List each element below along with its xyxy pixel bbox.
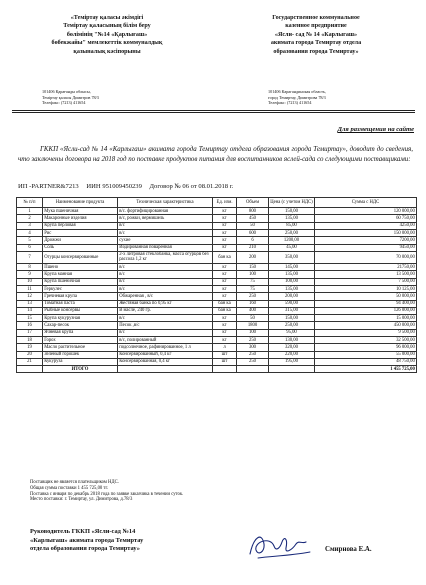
- table-cell: Консервированная, 0,4 кг: [118, 358, 213, 365]
- table-row: [17, 244, 417, 251]
- column-header: № п/п: [17, 198, 43, 208]
- table-cell: 10 125,00: [315, 286, 417, 293]
- table-row: [17, 264, 417, 271]
- table-cell: Рис: [43, 229, 118, 236]
- table-cell: 94 400,00: [315, 300, 417, 307]
- table-cell: в/с: [118, 329, 213, 336]
- goods-table: [16, 197, 417, 373]
- table-cell: кг: [213, 237, 237, 244]
- table-header-row: [17, 198, 417, 208]
- address-line: Телефакс: (7213) 411654: [268, 100, 312, 106]
- table-cell: 300: [237, 344, 269, 351]
- footer-line: Место поставки: г. Темиртау, ул. Димитрова, д.78/3: [30, 497, 133, 503]
- table-row: [17, 286, 417, 293]
- table-cell: 13 500,00: [315, 271, 417, 278]
- signatory-title: отдела образования города Темиртау»: [30, 545, 140, 553]
- total-value: 1 455 725,00: [315, 366, 417, 373]
- table-cell: Зеленый горошек: [43, 351, 118, 358]
- address-line: 101406 Карагандинская область,: [268, 89, 326, 94]
- table-cell: 450 000,00: [315, 322, 417, 329]
- table-cell: 1200,00: [269, 237, 315, 244]
- table-cell: в/с, полированный: [118, 336, 213, 343]
- contract-number: Договор № 06 от 08.01.2018 г.: [149, 183, 234, 190]
- table-cell: кг: [213, 244, 237, 251]
- table-row: [17, 208, 417, 215]
- table-cell: бан ка: [213, 300, 237, 307]
- table-cell: 15: [17, 315, 43, 322]
- address-line: 101406 Қарағанды облысы,: [42, 89, 91, 94]
- table-cell: 9: [17, 271, 43, 278]
- header-right: [216, 14, 416, 56]
- table-cell: кг: [213, 264, 237, 271]
- table-cell: кг: [213, 286, 237, 293]
- table-cell: 450: [237, 215, 269, 222]
- table-cell: Крупа пшеничная: [43, 278, 118, 285]
- table-cell: кг: [213, 329, 237, 336]
- table-cell: кг: [213, 222, 237, 229]
- table-cell: кг: [213, 208, 237, 215]
- table-cell: кг: [213, 278, 237, 285]
- column-header: Наименование продукта: [43, 198, 118, 208]
- table-cell: Крупа перловая: [43, 222, 118, 229]
- table-cell: 800: [237, 208, 269, 215]
- supplier-name: ИП -PARTNER&7213: [18, 183, 79, 190]
- table-cell: в/с: [118, 278, 213, 285]
- table-cell: Макаронные изделия: [43, 215, 118, 222]
- table-cell: Ячневая крупа: [43, 329, 118, 336]
- table-cell: в/с: [118, 229, 213, 236]
- table-cell: 18: [17, 336, 43, 343]
- table-cell: 1800: [237, 322, 269, 329]
- column-header: Цена (с учетом НДС): [269, 198, 315, 208]
- table-cell: 70 000,00: [315, 251, 417, 263]
- table-cell: 6: [17, 244, 43, 251]
- table-cell: 100: [237, 329, 269, 336]
- table-cell: 32 500,00: [315, 336, 417, 343]
- table-row: [17, 307, 417, 314]
- table-cell: 55 000,00: [315, 351, 417, 358]
- table-cell: 400: [237, 307, 269, 314]
- table-cell: Пшено: [43, 264, 118, 271]
- table-cell: шт: [213, 358, 237, 365]
- table-row: [17, 293, 417, 300]
- header-right-line: казенное предприятие: [285, 23, 347, 30]
- table-cell: 320,00: [269, 344, 315, 351]
- table-cell: 50 000,00: [315, 293, 417, 300]
- table-cell: 19: [17, 344, 43, 351]
- table-cell: 120 000,00: [315, 208, 417, 215]
- header-right-line: акимата города Темиртау отдела: [270, 40, 362, 47]
- header-left-line: Теміртау қаласының білім беру: [63, 23, 151, 30]
- table-cell: Дрожжи: [43, 237, 118, 244]
- table-cell: Крупа манная: [43, 271, 118, 278]
- table-cell: 150 000,00: [315, 229, 417, 236]
- header-left: [12, 14, 202, 56]
- handwritten-signature: [244, 526, 316, 566]
- supplier-bin: ИИН 951009450239: [86, 183, 142, 190]
- header-right-line: образования города Темиртау»: [273, 48, 359, 55]
- table-cell: Рыбные консервы: [43, 307, 118, 314]
- total-row: [17, 366, 417, 373]
- table-cell: Горох: [43, 336, 118, 343]
- table-cell: кг: [213, 271, 237, 278]
- table-row: [17, 351, 417, 358]
- table-cell: 10: [17, 278, 43, 285]
- header-right-line: Государственное коммунальное: [272, 15, 360, 21]
- table-cell: 250: [237, 336, 269, 343]
- table-cell: в/с. фортифицированная: [118, 208, 213, 215]
- table-cell: 14: [17, 307, 43, 314]
- table-cell: 250: [237, 293, 269, 300]
- table-cell: 16: [17, 322, 43, 329]
- table-cell: в/с: [118, 315, 213, 322]
- signature-block: [30, 528, 230, 554]
- table-cell: Гречневая крупа: [43, 293, 118, 300]
- table-cell: 13: [17, 300, 43, 307]
- table-row: [17, 315, 417, 322]
- header-left-line: «Теміртау қаласы әкімдігі: [70, 15, 144, 21]
- address-line: Теміртау қаласы Димитров 78/3: [42, 94, 99, 100]
- header-divider: [12, 110, 415, 111]
- table-cell: 2-х литровая стеклобанка, масса огурцов без рассола 1,2 кг: [118, 251, 213, 263]
- table-cell: 250,00: [269, 229, 315, 236]
- table-row: [17, 336, 417, 343]
- table-cell: в/с: [118, 271, 213, 278]
- table-cell: в/с: [118, 222, 213, 229]
- table-cell: 220,00: [269, 351, 315, 358]
- table-row: [17, 300, 417, 307]
- header-left-line: бөбекжайы" мемлекеттік коммуналдық: [51, 40, 163, 47]
- table-cell: 12: [17, 293, 43, 300]
- header-right-line: «Ясли- сад № 14 «Карлыгаш»: [274, 31, 358, 38]
- table-cell: 21: [17, 358, 43, 365]
- header-left-line: бөлімінің "№14 «Қарлығаш»: [66, 31, 148, 38]
- table-cell: кг: [213, 315, 237, 322]
- footer-line: Поставщик не является плательщиком НДС.: [30, 480, 119, 485]
- table-row: [17, 251, 417, 263]
- supplier-line: [18, 183, 239, 190]
- table-cell: В масле, 240 гр.: [118, 307, 213, 314]
- table-row: [17, 222, 417, 229]
- table-row: [17, 271, 417, 278]
- table-cell: 145,00: [269, 264, 315, 271]
- signatory-title: Руководитель ГККП «Ясли-сад №14: [30, 528, 136, 535]
- table-cell: 250: [237, 358, 269, 365]
- table-cell: в/с, рожки, вермишель: [118, 215, 213, 222]
- table-cell: 150,00: [269, 208, 315, 215]
- table-row: [17, 229, 417, 236]
- address-right: [268, 89, 418, 106]
- table-cell: 135,00: [269, 271, 315, 278]
- table-cell: 75: [237, 286, 269, 293]
- table-cell: Геркулес: [43, 286, 118, 293]
- table-row: [17, 344, 417, 351]
- signatory-title: «Карлыгаш» акимата города Темиртау: [30, 536, 144, 544]
- table-cell: Масло растительное: [43, 344, 118, 351]
- table-cell: бан ка: [213, 307, 237, 314]
- table-cell: Консервированный, 0,4 кг: [118, 351, 213, 358]
- table-cell: кг: [213, 336, 237, 343]
- intro-paragraph: ГККП «Ясли-сад № 14 «Карлыгаш» акимата города Темиртау отдела образования города Темиртау», доводит до сведения, что заключены договора на 2018 год по поставке продуктов питания для воспитанников яслей-сада со следующими поставщиками:: [18, 146, 413, 163]
- signer-name: Смирнова Е.А.: [325, 546, 372, 553]
- table-cell: 48 750,00: [315, 358, 417, 365]
- table-cell: 21750,00: [315, 264, 417, 271]
- table-cell: Иодированная поваренная: [118, 244, 213, 251]
- table-cell: сухие: [118, 237, 213, 244]
- table-cell: 3: [17, 222, 43, 229]
- table-cell: 150,00: [269, 315, 315, 322]
- table-cell: 210: [237, 244, 269, 251]
- table-cell: 160: [237, 300, 269, 307]
- table-cell: кг: [213, 215, 237, 222]
- table-cell: 195,00: [269, 358, 315, 365]
- table-row: [17, 322, 417, 329]
- table-cell: 17: [17, 329, 43, 336]
- address-left: [42, 89, 192, 106]
- table-cell: 8: [17, 264, 43, 271]
- table-row: [17, 329, 417, 336]
- table-cell: 100: [237, 271, 269, 278]
- column-header: Сумма с НДС: [315, 198, 417, 208]
- footer-line: Общая сумма поставки 1 455 725,00 тг.: [30, 485, 109, 491]
- table-cell: 20: [17, 351, 43, 358]
- table-cell: 6: [237, 237, 269, 244]
- table-cell: в/с: [118, 264, 213, 271]
- table-cell: в/с: [118, 286, 213, 293]
- table-cell: 50: [237, 222, 269, 229]
- table-cell: 2: [17, 215, 43, 222]
- header-left-line: қазыналық кәсіпорыны: [73, 48, 141, 55]
- table-row: [17, 237, 417, 244]
- table-cell: 7200,00: [315, 237, 417, 244]
- table-row: [17, 278, 417, 285]
- header-divider: [12, 112, 415, 113]
- table-cell: подсолнечное, рафинированное, 1 л: [118, 344, 213, 351]
- table-cell: Соль: [43, 244, 118, 251]
- table-cell: 200: [237, 251, 269, 263]
- table-row: [17, 358, 417, 365]
- table-cell: 96 000,00: [315, 344, 417, 351]
- footer-line: Поставка с января по декабрь 2018 года по заявке заказчика в течении суток.: [30, 491, 184, 497]
- table-cell: 135,00: [269, 215, 315, 222]
- table-cell: 600: [237, 229, 269, 236]
- table-cell: Томатная паста: [43, 300, 118, 307]
- table-cell: 250: [237, 351, 269, 358]
- table-cell: 250,00: [269, 322, 315, 329]
- table-cell: 200,00: [269, 293, 315, 300]
- table-cell: Сахар-песок: [43, 322, 118, 329]
- table-cell: 75: [237, 278, 269, 285]
- table-cell: 85,00: [269, 222, 315, 229]
- table-cell: Крупа кукурузная: [43, 315, 118, 322]
- table-cell: 7 500,00: [315, 278, 417, 285]
- address-line: Телефакс: (7213) 411654: [42, 100, 86, 106]
- table-cell: 126 000,00: [315, 307, 417, 314]
- table-cell: 11: [17, 286, 43, 293]
- table-cell: кг: [213, 293, 237, 300]
- table-cell: бан ка: [213, 251, 237, 263]
- table-cell: 350,00: [269, 251, 315, 263]
- table-cell: 45,00: [269, 244, 315, 251]
- placement-note: Для размещения на сайте: [337, 126, 414, 133]
- table-cell: 130,00: [269, 336, 315, 343]
- table-cell: Кукуруза: [43, 358, 118, 365]
- column-header: Объем: [237, 198, 269, 208]
- table-cell: Обжаренная , в/с: [118, 293, 213, 300]
- table-cell: 4250,00: [315, 222, 417, 229]
- table-cell: 7: [17, 251, 43, 263]
- table-row: [17, 215, 417, 222]
- table-cell: 5: [17, 237, 43, 244]
- table-cell: Огурцы консервированные: [43, 251, 118, 263]
- total-label: ИТОГО: [43, 366, 118, 373]
- table-cell: 50: [237, 315, 269, 322]
- table-cell: 9450,00: [315, 244, 417, 251]
- table-cell: 1: [17, 208, 43, 215]
- table-cell: 15 000,00: [315, 315, 417, 322]
- footer-notes: [30, 480, 410, 503]
- table-cell: 590,00: [269, 300, 315, 307]
- table-cell: 95,00: [269, 329, 315, 336]
- table-cell: 315,00: [269, 307, 315, 314]
- table-cell: Песок ,в/с: [118, 322, 213, 329]
- table-cell: кг: [213, 229, 237, 236]
- address-line: город Темиртау, Димитрова 78/3: [268, 94, 326, 100]
- table-cell: шт: [213, 351, 237, 358]
- table-cell: 60 750,00: [315, 215, 417, 222]
- table-cell: кг: [213, 322, 237, 329]
- column-header: Ед. изм.: [213, 198, 237, 208]
- table-cell: 150: [237, 264, 269, 271]
- table-cell: 9 500,00: [315, 329, 417, 336]
- table-cell: Жестяная банка по 0,95 кг: [118, 300, 213, 307]
- table-cell: л: [213, 344, 237, 351]
- table-cell: 135,00: [269, 286, 315, 293]
- table-cell: 4: [17, 229, 43, 236]
- table-cell: Мука пшеничная: [43, 208, 118, 215]
- column-header: Техническая характеристика: [118, 198, 213, 208]
- table-cell: 100,00: [269, 278, 315, 285]
